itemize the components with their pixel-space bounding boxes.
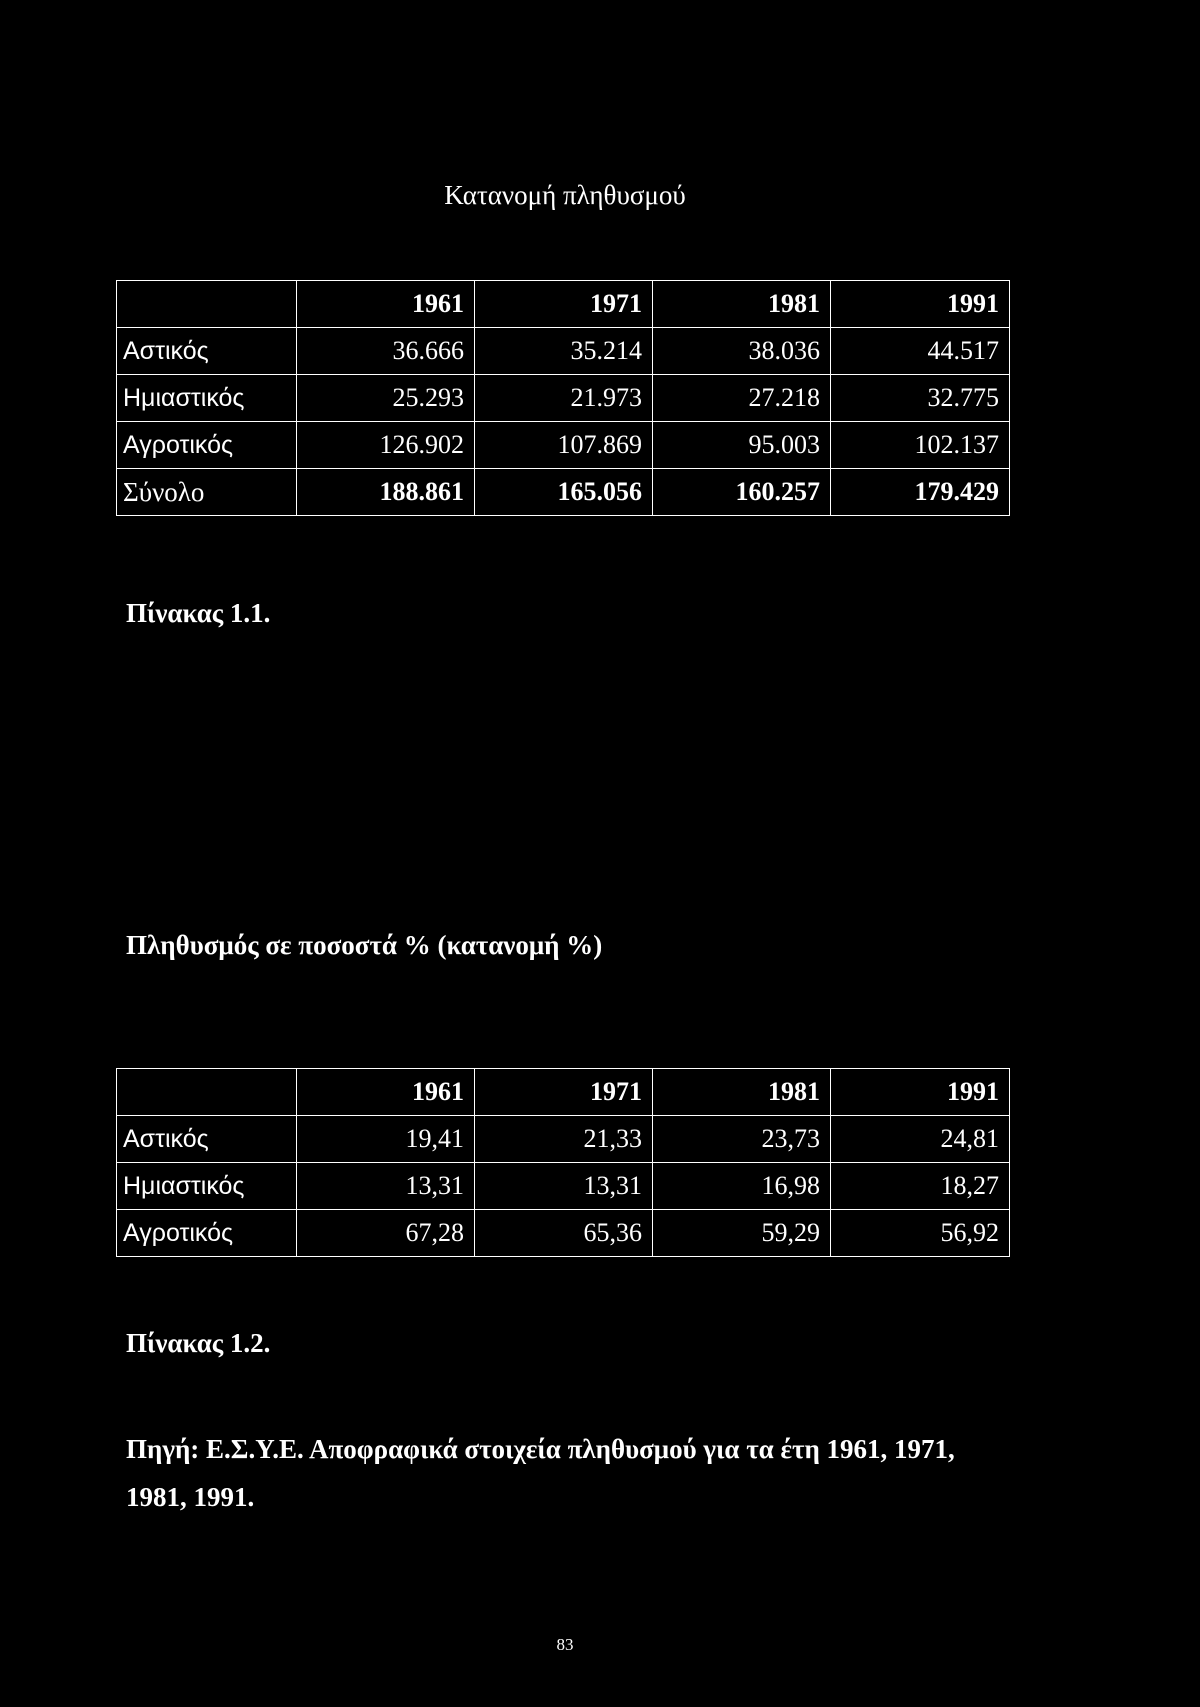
table-cell: 95.003 bbox=[653, 422, 831, 469]
section-title: Πληθυσμός σε ποσοστά % (κατανομή %) bbox=[126, 930, 603, 960]
table-cell: 19,41 bbox=[297, 1116, 475, 1163]
table-cell: 32.775 bbox=[831, 375, 1010, 422]
row-label: Αγροτικός bbox=[117, 1210, 297, 1257]
page-number: 83 bbox=[556, 1635, 574, 1654]
table-cell: 16,98 bbox=[653, 1163, 831, 1210]
table-row bbox=[117, 375, 1010, 422]
table-row bbox=[117, 328, 1010, 375]
header-cell: 1991 bbox=[831, 1069, 1010, 1116]
table-cell: 102.137 bbox=[831, 422, 1010, 469]
table-cell: 13,31 bbox=[297, 1163, 475, 1210]
header-cell bbox=[117, 1069, 297, 1116]
header-cell: 1991 bbox=[831, 281, 1010, 328]
row-label: Αστικός bbox=[117, 328, 297, 375]
table-cell: 44.517 bbox=[831, 328, 1010, 375]
table-cell: 38.036 bbox=[653, 328, 831, 375]
table-cell: 56,92 bbox=[831, 1210, 1010, 1257]
table-header-row bbox=[117, 281, 1010, 328]
table-row bbox=[117, 422, 1010, 469]
header-cell bbox=[117, 281, 297, 328]
table-cell: 67,28 bbox=[297, 1210, 475, 1257]
percentage-table bbox=[116, 1068, 1010, 1257]
table-cell: 18,27 bbox=[831, 1163, 1010, 1210]
table-cell: 21.973 bbox=[475, 375, 653, 422]
table-row bbox=[117, 1116, 1010, 1163]
table-header-row bbox=[117, 1069, 1010, 1116]
header-cell: 1981 bbox=[653, 281, 831, 328]
table-total-row bbox=[117, 469, 1010, 516]
row-label: Ημιαστικός bbox=[117, 375, 297, 422]
table-cell: 107.869 bbox=[475, 422, 653, 469]
header-cell: 1981 bbox=[653, 1069, 831, 1116]
table-cell: 188.861 bbox=[297, 469, 475, 516]
header-cell: 1961 bbox=[297, 1069, 475, 1116]
table-cell: 179.429 bbox=[831, 469, 1010, 516]
source-note: Πηγή: Ε.Σ.Υ.Ε. Αποφραφικά στοιχεία πληθυσμού για τα έτη 1961, 1971, 1981, 1991. bbox=[126, 1434, 955, 1512]
row-label: Σύνολο bbox=[117, 469, 297, 516]
table-cell: 165.056 bbox=[475, 469, 653, 516]
table-cell: 25.293 bbox=[297, 375, 475, 422]
table-row bbox=[117, 1163, 1010, 1210]
table-cell: 27.218 bbox=[653, 375, 831, 422]
table-cell: 160.257 bbox=[653, 469, 831, 516]
table-cell: 65,36 bbox=[475, 1210, 653, 1257]
table-cell: 21,33 bbox=[475, 1116, 653, 1163]
table-row bbox=[117, 1210, 1010, 1257]
table-caption: Πίνακας 1.2. bbox=[126, 1328, 271, 1358]
table-cell: 59,29 bbox=[653, 1210, 831, 1257]
header-cell: 1971 bbox=[475, 281, 653, 328]
row-label: Αστικός bbox=[117, 1116, 297, 1163]
table-cell: 126.902 bbox=[297, 422, 475, 469]
table-cell: 36.666 bbox=[297, 328, 475, 375]
table-cell: 13,31 bbox=[475, 1163, 653, 1210]
table-caption: Πίνακας 1.1. bbox=[126, 598, 271, 628]
row-label: Αγροτικός bbox=[117, 422, 297, 469]
row-label: Ημιαστικός bbox=[117, 1163, 297, 1210]
table-cell: 35.214 bbox=[475, 328, 653, 375]
header-cell: 1961 bbox=[297, 281, 475, 328]
table-cell: 23,73 bbox=[653, 1116, 831, 1163]
header-cell: 1971 bbox=[475, 1069, 653, 1116]
page-title: Κατανομή πληθυσμού bbox=[444, 180, 686, 210]
table-cell: 24,81 bbox=[831, 1116, 1010, 1163]
population-table bbox=[116, 280, 1010, 516]
